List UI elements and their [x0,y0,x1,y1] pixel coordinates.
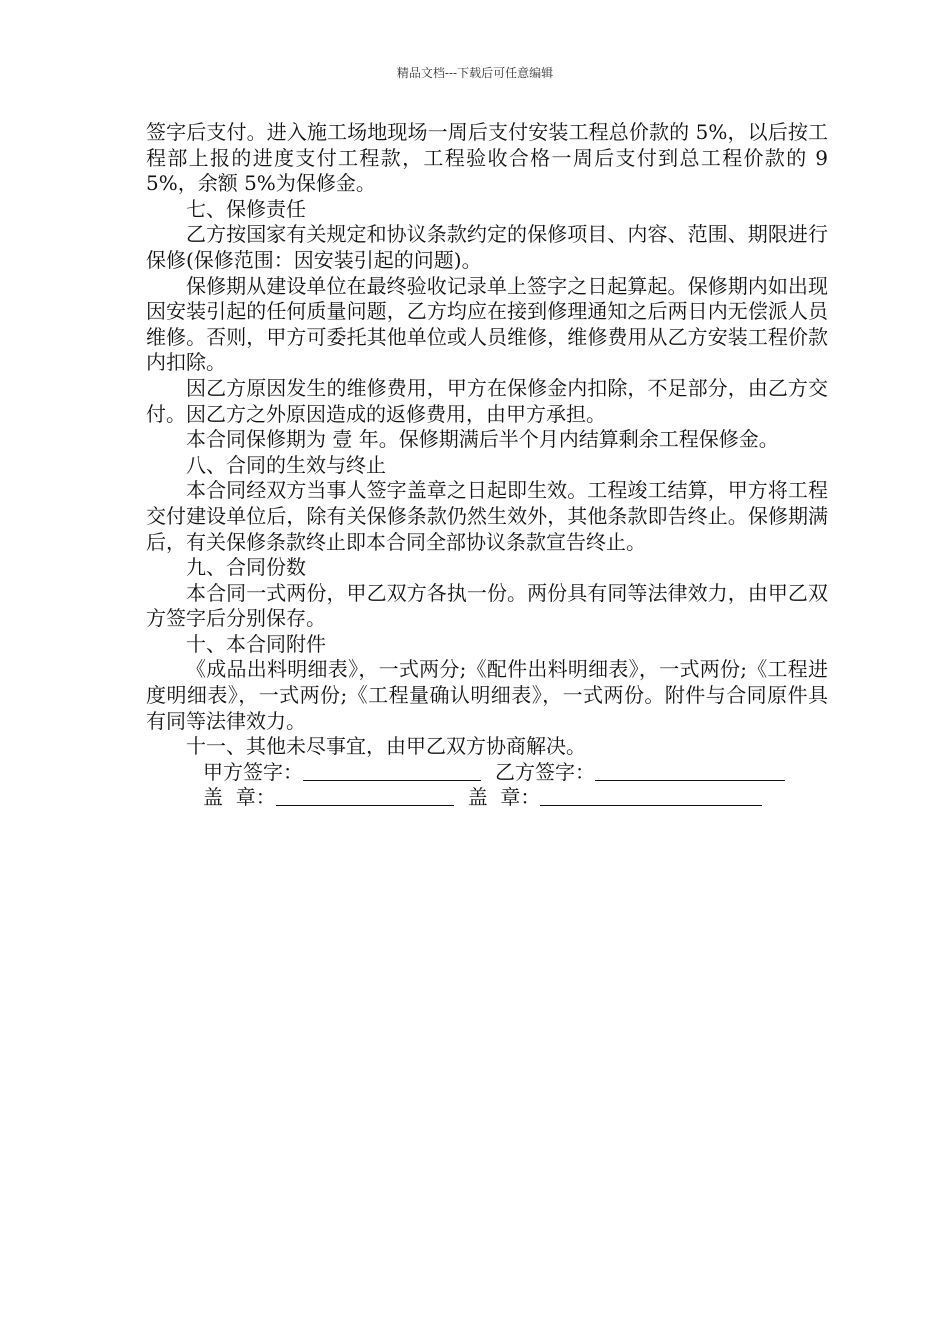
attachments-paragraph: 《成品出料明细表》，一式两分;《配件出料明细表》，一式两份;《工程进度明细表》，一式两份;《工程量确认明细表》，一式两份。附件与合同原件具有同等法律效力。 [146,657,828,733]
section-heading-other: 十一、其他未尽事宜，由甲乙双方协商解决。 [186,734,586,759]
effect-termination-paragraph: 本合同经双方当事人签字盖章之日起即生效。工程竣工结算，甲方将工程交付建设单位后，除有关保修条款仍然生效外，其他条款即告终止。保修期满后，有关保修条款终止即本合同全部协议条款宣告终止。 [146,478,828,554]
payment-terms-continued: 签字后支付。进入施工场地现场一周后支付安装工程总价款的 5%，以后按工程部上报的进度支付工程款，工程验收合格一周后支付到总工程价款的 95%，余额 5%为保修金。 [146,120,828,196]
signature-row [146,760,828,786]
warranty-duration-paragraph: 本合同保修期为 壹 年。保修期满后半个月内结算剩余工程保修金。 [186,427,779,452]
section-heading-copies: 九、合同份数 [186,555,306,580]
page-header: 精品文档---下载后可任意编辑 [396,66,554,80]
repair-cost-paragraph: 因乙方原因发生的维修费用，甲方在保修金内扣除，不足部分，由乙方交付。因乙方之外原因造成的返修费用，由甲方承担。 [146,375,828,426]
warranty-scope-paragraph: 乙方按国家有关规定和协议条款约定的保修项目、内容、范围、期限进行保修(保修范围：因安装引起的问题)。 [146,222,828,272]
party-a-signature-line [303,762,481,781]
party-a-signature-label: 甲方签字： [203,759,303,784]
seal-row [146,785,828,811]
section-heading-effect: 八、合同的生效与终止 [186,452,386,477]
party-b-signature-line [595,762,785,781]
party-b-seal-label: 盖 章： [467,785,541,810]
section-heading-warranty: 七、保修责任 [186,196,306,221]
copies-paragraph: 本合同一式两份，甲乙双方各执一份。两份具有同等法律效力，由甲乙双方签字后分别保存。 [146,580,828,631]
party-b-signature-label: 乙方签字： [495,759,595,784]
party-a-seal-label: 盖 章： [203,785,276,810]
document-body [146,120,828,811]
party-a-seal-line [276,787,454,806]
section-heading-attachments: 十、本合同附件 [186,631,326,656]
warranty-period-paragraph: 保修期从建设单位在最终验收记录单上签字之日起算起。保修期内如出现因安装引起的任何质量问题，乙方均应在接到修理通知之后两日内无偿派人员维修。否则，甲方可委托其他单位或人员维修，维修费用从乙方安装工程价款内扣除。 [146,273,828,375]
party-b-seal-line [540,787,762,806]
